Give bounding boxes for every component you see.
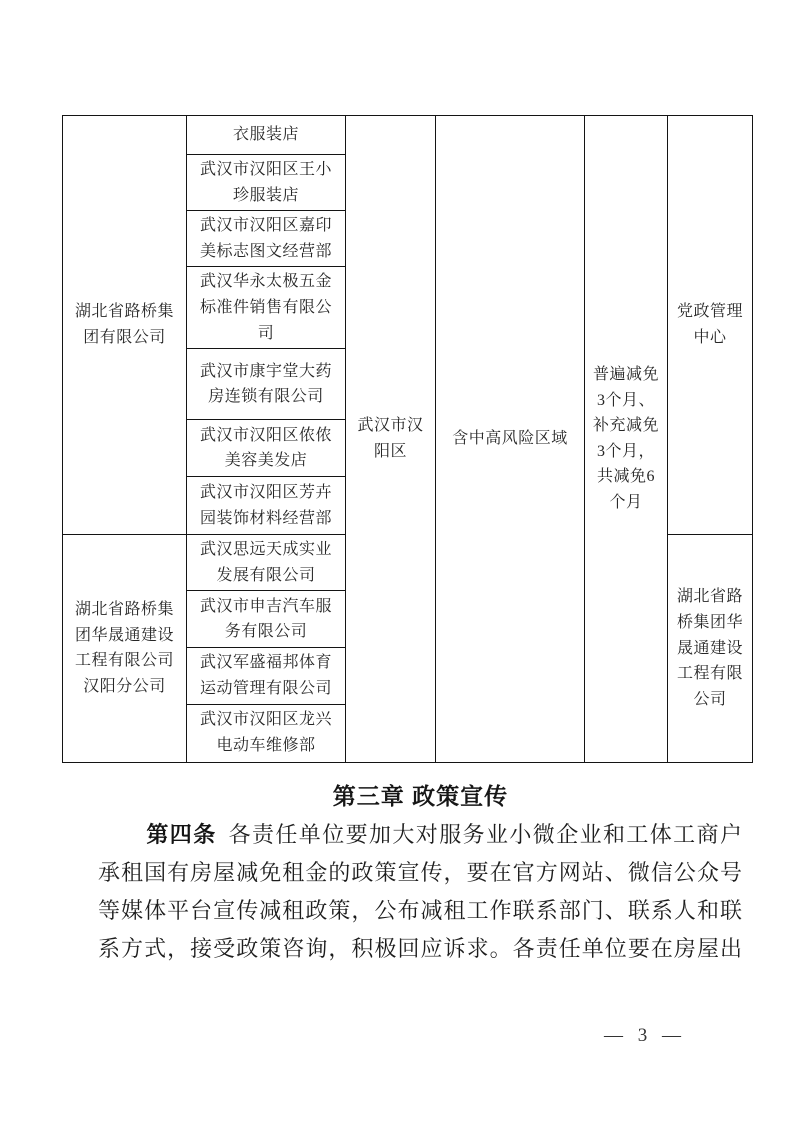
- sub-entity-cell: 武汉市申吉汽车服务有限公司: [187, 591, 346, 648]
- paragraph-line: 系方式，接受政策咨询，积极回应诉求。各责任单位要在房屋出: [98, 936, 743, 961]
- parent-company-cell: 湖北省路桥集团有限公司: [63, 116, 187, 535]
- sub-entity-cell: 武汉华永太极五金标准件销售有限公司: [187, 267, 346, 349]
- chapter-heading: 第三章 政策宣传: [332, 783, 509, 809]
- risk-area-cell: 含中高风险区域: [436, 116, 585, 763]
- table-row: [63, 116, 753, 155]
- paragraph-line: [98, 816, 743, 854]
- page-number: — 3 —: [604, 1025, 682, 1046]
- relief-policy-cell: 普遍减免3个月、补充减免3个月，共减免6个月: [585, 116, 668, 763]
- sub-entity-cell: 武汉市汉阳区芳卉园装饰材料经营部: [187, 477, 346, 535]
- paragraph-line: 等媒体平台宣传减租政策，公布减租工作联系部门、联系人和联: [98, 898, 743, 923]
- sub-entity-cell: 武汉市汉阳区王小珍服装店: [187, 155, 346, 211]
- article-paragraph: [98, 816, 743, 968]
- sub-entity-cell: 武汉市汉阳区龙兴电动车维修部: [187, 704, 346, 762]
- sub-entity-cell: 武汉军盛福邦体育运动管理有限公司: [187, 648, 346, 704]
- paragraph-text: 各责任单位要加大对服务业小微企业和工体工商户: [228, 822, 743, 847]
- managing-unit-cell: 党政管理中心: [668, 116, 753, 535]
- sub-entity-cell: 武汉市康宇堂大药房连锁有限公司: [187, 349, 346, 420]
- sub-entity-cell: 武汉思远天成实业发展有限公司: [187, 535, 346, 591]
- parent-company-cell: 湖北省路桥集团华晟通建设工程有限公司汉阳分公司: [63, 535, 187, 762]
- district-cell: 武汉市汉阳区: [346, 116, 436, 763]
- managing-unit-cell: 湖北省路桥集团华晟通建设工程有限公司: [668, 535, 753, 762]
- article-label: 第四条: [146, 822, 217, 847]
- paragraph-line: 承租国有房屋减免租金的政策宣传，要在官方网站、微信公众号: [98, 860, 743, 885]
- sub-entity-cell: 武汉市汉阳区嘉印美标志图文经营部: [187, 211, 346, 267]
- sub-entity-cell: 武汉市汉阳区侬侬美容美发店: [187, 420, 346, 477]
- relief-table: [62, 115, 753, 763]
- sub-entity-cell: 衣服装店: [187, 116, 346, 155]
